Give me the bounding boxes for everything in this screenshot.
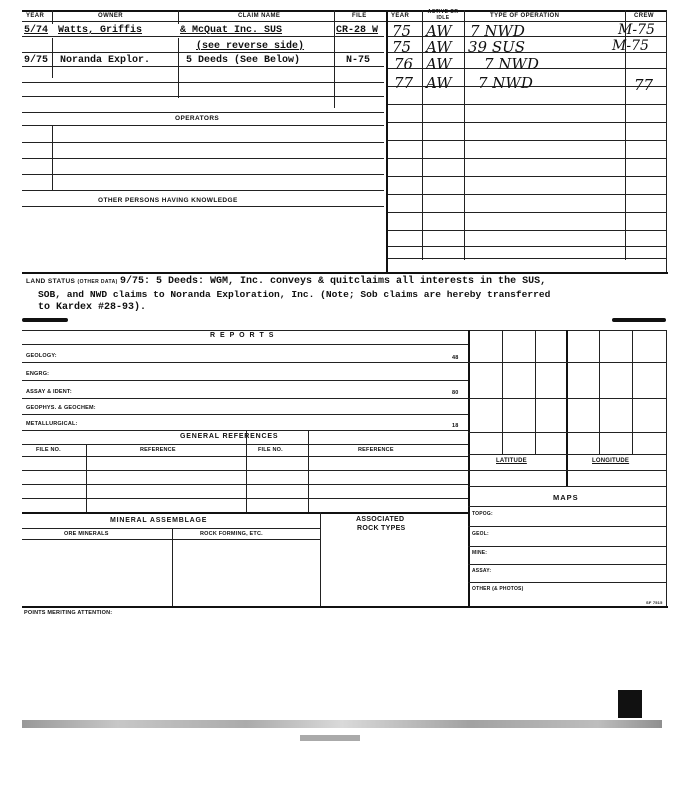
col-line — [464, 10, 465, 260]
scan-mark — [22, 318, 68, 322]
report-label: ASSAY & IDENT: — [26, 389, 72, 395]
claim-name-header: CLAIM NAME — [238, 13, 281, 19]
ore-minerals-header: ORE MINERALS — [64, 531, 109, 537]
claim-owner: Watts, Griffis — [58, 25, 143, 36]
col-line — [308, 430, 309, 512]
scan-artifact-block — [618, 690, 642, 718]
scan-noise-band — [22, 720, 662, 728]
general-references-title: GENERAL REFERENCES — [180, 433, 279, 440]
top-border — [22, 10, 666, 12]
row-line — [468, 564, 666, 565]
op-crew: 77 — [634, 76, 654, 94]
row-line — [468, 470, 666, 471]
row-line — [468, 582, 666, 583]
file-header: FILE — [352, 13, 367, 19]
op-type: 7 NWD — [478, 74, 533, 92]
report-label: GEOLOGY: — [26, 353, 57, 359]
op-status: AW — [426, 55, 452, 73]
mineral-top — [22, 512, 468, 514]
claim-file: CR-28 W — [336, 25, 379, 36]
form-code: SF 7515 — [646, 600, 663, 605]
op-year: 77 — [394, 74, 414, 92]
row-line — [22, 142, 384, 143]
claim-year: 5/74 — [24, 25, 49, 36]
col-line — [535, 330, 536, 454]
claim-name: & McQuat Inc. SUS — [180, 25, 283, 36]
op-type: 7 NWD — [484, 55, 539, 73]
op-year: 75 — [392, 38, 412, 56]
report-number: 18 — [452, 423, 459, 429]
row-line — [22, 456, 468, 457]
points-label: POINTS MERITING ATTENTION: — [24, 610, 113, 616]
row-line — [22, 398, 468, 399]
land-status-line2: SOB, and NWD claims to Noranda Exploration, Inc. (Note; Sob claims are hereby transferred — [38, 289, 551, 300]
maps-row: ASSAY: — [472, 568, 492, 574]
row-line — [22, 414, 468, 415]
col-line — [632, 330, 633, 454]
report-label: METALLURGICAL: — [26, 421, 78, 427]
col-line — [178, 10, 179, 24]
row-line — [22, 380, 468, 381]
ref-header: FILE NO. — [258, 447, 283, 453]
land-status-top — [22, 272, 668, 274]
row-line — [22, 528, 320, 529]
row-line — [468, 486, 666, 487]
ref-header: REFERENCE — [358, 447, 394, 453]
row-line — [22, 82, 384, 83]
claim-name: 5 Deeds (See Below) — [186, 55, 301, 66]
reports-title: R E P O R T S — [210, 332, 275, 339]
right-border — [666, 330, 667, 606]
col-line — [52, 10, 53, 24]
maps-row: MINE: — [472, 550, 488, 556]
row-line — [22, 125, 384, 126]
col-line — [172, 528, 173, 606]
op-status: AW — [426, 22, 452, 40]
row-line — [468, 362, 666, 363]
row-line — [22, 112, 384, 113]
row-line — [468, 546, 666, 547]
reports-top — [22, 330, 666, 331]
row-line — [468, 454, 666, 455]
col-line — [422, 10, 423, 260]
claim-owner: Noranda Explor. — [60, 55, 151, 66]
row-line — [22, 498, 468, 499]
row-line — [22, 430, 468, 431]
ref-header: FILE NO. — [36, 447, 61, 453]
report-number: 48 — [452, 355, 459, 361]
op-status: AW — [426, 74, 452, 92]
row-line — [468, 506, 666, 507]
op-type: 39 SUS — [468, 38, 526, 56]
latitude-label: LATITUDE — [496, 458, 527, 464]
row-line — [22, 66, 384, 67]
col-line — [502, 330, 503, 454]
scan-mark — [612, 318, 666, 322]
col-line — [334, 10, 335, 108]
col-line — [599, 330, 600, 454]
op-status: AW — [426, 38, 452, 56]
col-line — [320, 512, 321, 606]
op-crew: M-75 — [618, 22, 655, 38]
type-of-operation-header: TYPE OF OPERATION — [490, 13, 560, 19]
row-line — [22, 174, 384, 175]
col-line — [566, 330, 568, 486]
year-header: YEAR — [26, 13, 45, 19]
land-status-label — [26, 278, 118, 285]
row-line — [22, 96, 384, 97]
row-line — [22, 362, 468, 363]
op-year: 76 — [394, 55, 414, 73]
col-line — [52, 126, 53, 190]
row-line — [22, 158, 384, 159]
land-status-label-text: LAND STATUS — [26, 278, 76, 285]
longitude-label: LONGITUDE — [592, 458, 630, 464]
row-line — [22, 36, 384, 37]
section-divider — [386, 10, 388, 272]
maps-row: OTHER (& PHOTOS) — [472, 586, 524, 592]
col-line — [246, 430, 247, 512]
year2-header: YEAR — [391, 13, 410, 19]
col-line — [178, 38, 179, 98]
maps-row: TOPOG: — [472, 511, 493, 517]
row-line — [22, 470, 468, 471]
active-idle-header: ACTIVE OR IDLE — [427, 9, 459, 21]
rock-forming-header: ROCK FORMING, ETC. — [200, 531, 263, 537]
land-status-sub: (OTHER DATA) — [77, 279, 118, 285]
land-status-line3: to Kardex #28-93). — [38, 302, 147, 313]
row-line — [22, 52, 384, 53]
row-line — [22, 539, 320, 540]
op-year: 75 — [392, 22, 412, 40]
mineral-title: MINERAL ASSEMBLAGE — [110, 517, 208, 524]
scan-noise-band — [300, 735, 360, 741]
row-line — [22, 344, 468, 345]
maps-title: MAPS — [553, 493, 579, 502]
col-line — [52, 38, 53, 78]
col-line — [86, 444, 87, 512]
report-label: ENGRG: — [26, 371, 50, 377]
op-crew: M-75 — [612, 38, 649, 54]
claim-name: (see reverse side) — [196, 41, 305, 52]
header-divider — [22, 21, 666, 22]
report-label: GEOPHYS. & GEOCHEM: — [26, 405, 96, 411]
crew-header: CREW — [634, 13, 654, 19]
maps-row: GEOL: — [472, 531, 489, 537]
row-line — [22, 206, 384, 207]
operators-title: OPERATORS — [175, 115, 220, 122]
report-number: 80 — [452, 390, 459, 396]
claim-file: N-75 — [346, 55, 371, 66]
op-type: 7 NWD — [470, 22, 525, 40]
row-line — [468, 526, 666, 527]
associated-label: ASSOCIATED — [356, 516, 405, 523]
row-line — [22, 444, 468, 445]
right-border — [666, 10, 667, 272]
ref-header: REFERENCE — [140, 447, 176, 453]
knowledge-title: OTHER PERSONS HAVING KNOWLEDGE — [98, 197, 238, 204]
claim-year: 9/75 — [24, 55, 49, 66]
owner-header: OWNER — [98, 13, 123, 19]
row-line — [468, 432, 666, 433]
land-status-line1: 9/75: 5 Deeds: WGM, Inc. conveys & quitclaims all interests in the SUS, — [120, 276, 547, 287]
rock-types-label: ROCK TYPES — [357, 525, 406, 532]
points-top — [22, 606, 668, 608]
row-line — [22, 190, 384, 191]
row-line — [22, 484, 468, 485]
row-line — [468, 398, 666, 399]
